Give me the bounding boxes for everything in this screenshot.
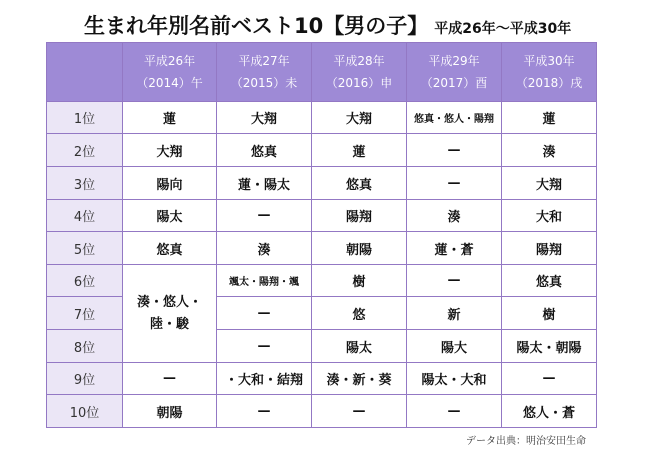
- name-cell: 大翔: [217, 102, 312, 134]
- name-cell: 湊・新・葵: [312, 363, 407, 395]
- name-cell: 大翔: [123, 134, 217, 167]
- year-header-2016: [312, 43, 407, 102]
- title-subtitle: 平成26年〜平成30年: [434, 21, 572, 37]
- name-cell: 朝陽: [312, 232, 407, 265]
- name-cell: 悠真: [217, 134, 312, 167]
- name-cell: 悠真: [123, 232, 217, 265]
- name-cell: 蓮: [502, 102, 597, 134]
- name-cell: —: [217, 200, 312, 232]
- name-cell: —: [502, 363, 597, 395]
- year-western: （2018）戌: [515, 76, 583, 90]
- name-cell: 陽翔: [312, 200, 407, 232]
- year-western: （2016）申: [325, 76, 393, 90]
- name-cell: 蓮: [123, 102, 217, 134]
- year-western: （2015）未: [230, 76, 298, 90]
- year-era: 平成26年: [143, 54, 196, 68]
- title-main: 生まれ年別名前ベスト10【男の子】: [84, 14, 429, 38]
- name-cell: —: [312, 395, 407, 428]
- rank-label: 8位: [47, 330, 123, 363]
- name-cell: 陽大: [407, 330, 502, 363]
- table-row: [47, 134, 597, 167]
- name-cell: 陽太: [123, 200, 217, 232]
- name-cell: 陽向: [123, 167, 217, 200]
- header-corner: [47, 43, 123, 102]
- table-row: [47, 102, 597, 134]
- rank-label: 10位: [47, 395, 123, 428]
- name-cell: 蓮・陽太: [217, 167, 312, 200]
- name-cell: 陽太・大和: [407, 363, 502, 395]
- name-cell: ・大和・結翔: [217, 363, 312, 395]
- name-cell: 悠: [312, 297, 407, 330]
- name-cell: 朝陽: [123, 395, 217, 428]
- year-header-2015: [217, 43, 312, 102]
- name-cell: 蓮・蒼: [407, 232, 502, 265]
- name-cell: 湊: [217, 232, 312, 265]
- rank-label: 9位: [47, 363, 123, 395]
- rank-label: 7位: [47, 297, 123, 330]
- rank-label: 4位: [47, 200, 123, 232]
- name-cell: —: [407, 265, 502, 297]
- table-row: [47, 395, 597, 428]
- name-cell: —: [407, 395, 502, 428]
- name-cell: —: [217, 395, 312, 428]
- name-cell: 大和: [502, 200, 597, 232]
- year-western: （2017）酉: [420, 76, 488, 90]
- year-era: 平成27年: [238, 54, 290, 68]
- name-cell: 陽太・朝陽: [502, 330, 597, 363]
- header-row: [47, 43, 597, 102]
- rank-label: 3位: [47, 167, 123, 200]
- name-cell: 樹: [312, 265, 407, 297]
- merged-line-2: 陸・駿: [149, 316, 189, 332]
- year-era: 平成30年: [523, 54, 575, 68]
- table-row: [47, 167, 597, 200]
- name-cell: —: [217, 297, 312, 330]
- name-cell: —: [217, 330, 312, 363]
- name-cell: 蓮: [312, 134, 407, 167]
- rank-label: 6位: [47, 265, 123, 297]
- ranking-table: [46, 42, 597, 428]
- rank-label: 1位: [47, 102, 123, 134]
- name-cell: 悠真・悠人・陽翔: [407, 102, 502, 134]
- name-cell: 悠人・蒼: [502, 395, 597, 428]
- name-cell: 悠真: [502, 265, 597, 297]
- page-title: [84, 10, 571, 40]
- merged-line-1: 湊・悠人・: [136, 294, 202, 310]
- data-source-note: データ出典：明治安田生命: [466, 436, 586, 447]
- year-header-2014: [123, 43, 217, 102]
- table-row: [47, 200, 597, 232]
- name-cell: —: [407, 134, 502, 167]
- table-row: [47, 363, 597, 395]
- year-era: 平成29年: [428, 54, 480, 68]
- name-cell-merged: [123, 265, 217, 363]
- table-row: [47, 265, 597, 297]
- year-era: 平成28年: [333, 54, 385, 68]
- name-cell: 大翔: [502, 167, 597, 200]
- table-row: [47, 232, 597, 265]
- name-cell: 湊: [502, 134, 597, 167]
- rank-label: 5位: [47, 232, 123, 265]
- name-cell: —: [407, 167, 502, 200]
- name-cell: 樹: [502, 297, 597, 330]
- name-cell: 新: [407, 297, 502, 330]
- name-cell: 湊: [407, 200, 502, 232]
- name-cell: 悠真: [312, 167, 407, 200]
- year-western: （2014）午: [136, 76, 203, 90]
- rank-label: 2位: [47, 134, 123, 167]
- year-header-2018: [502, 43, 597, 102]
- name-cell: 颯太・陽翔・颯: [217, 265, 312, 297]
- name-cell: 大翔: [312, 102, 407, 134]
- name-cell: 陽翔: [502, 232, 597, 265]
- year-header-2017: [407, 43, 502, 102]
- name-cell: 陽太: [312, 330, 407, 363]
- name-cell: —: [123, 363, 217, 395]
